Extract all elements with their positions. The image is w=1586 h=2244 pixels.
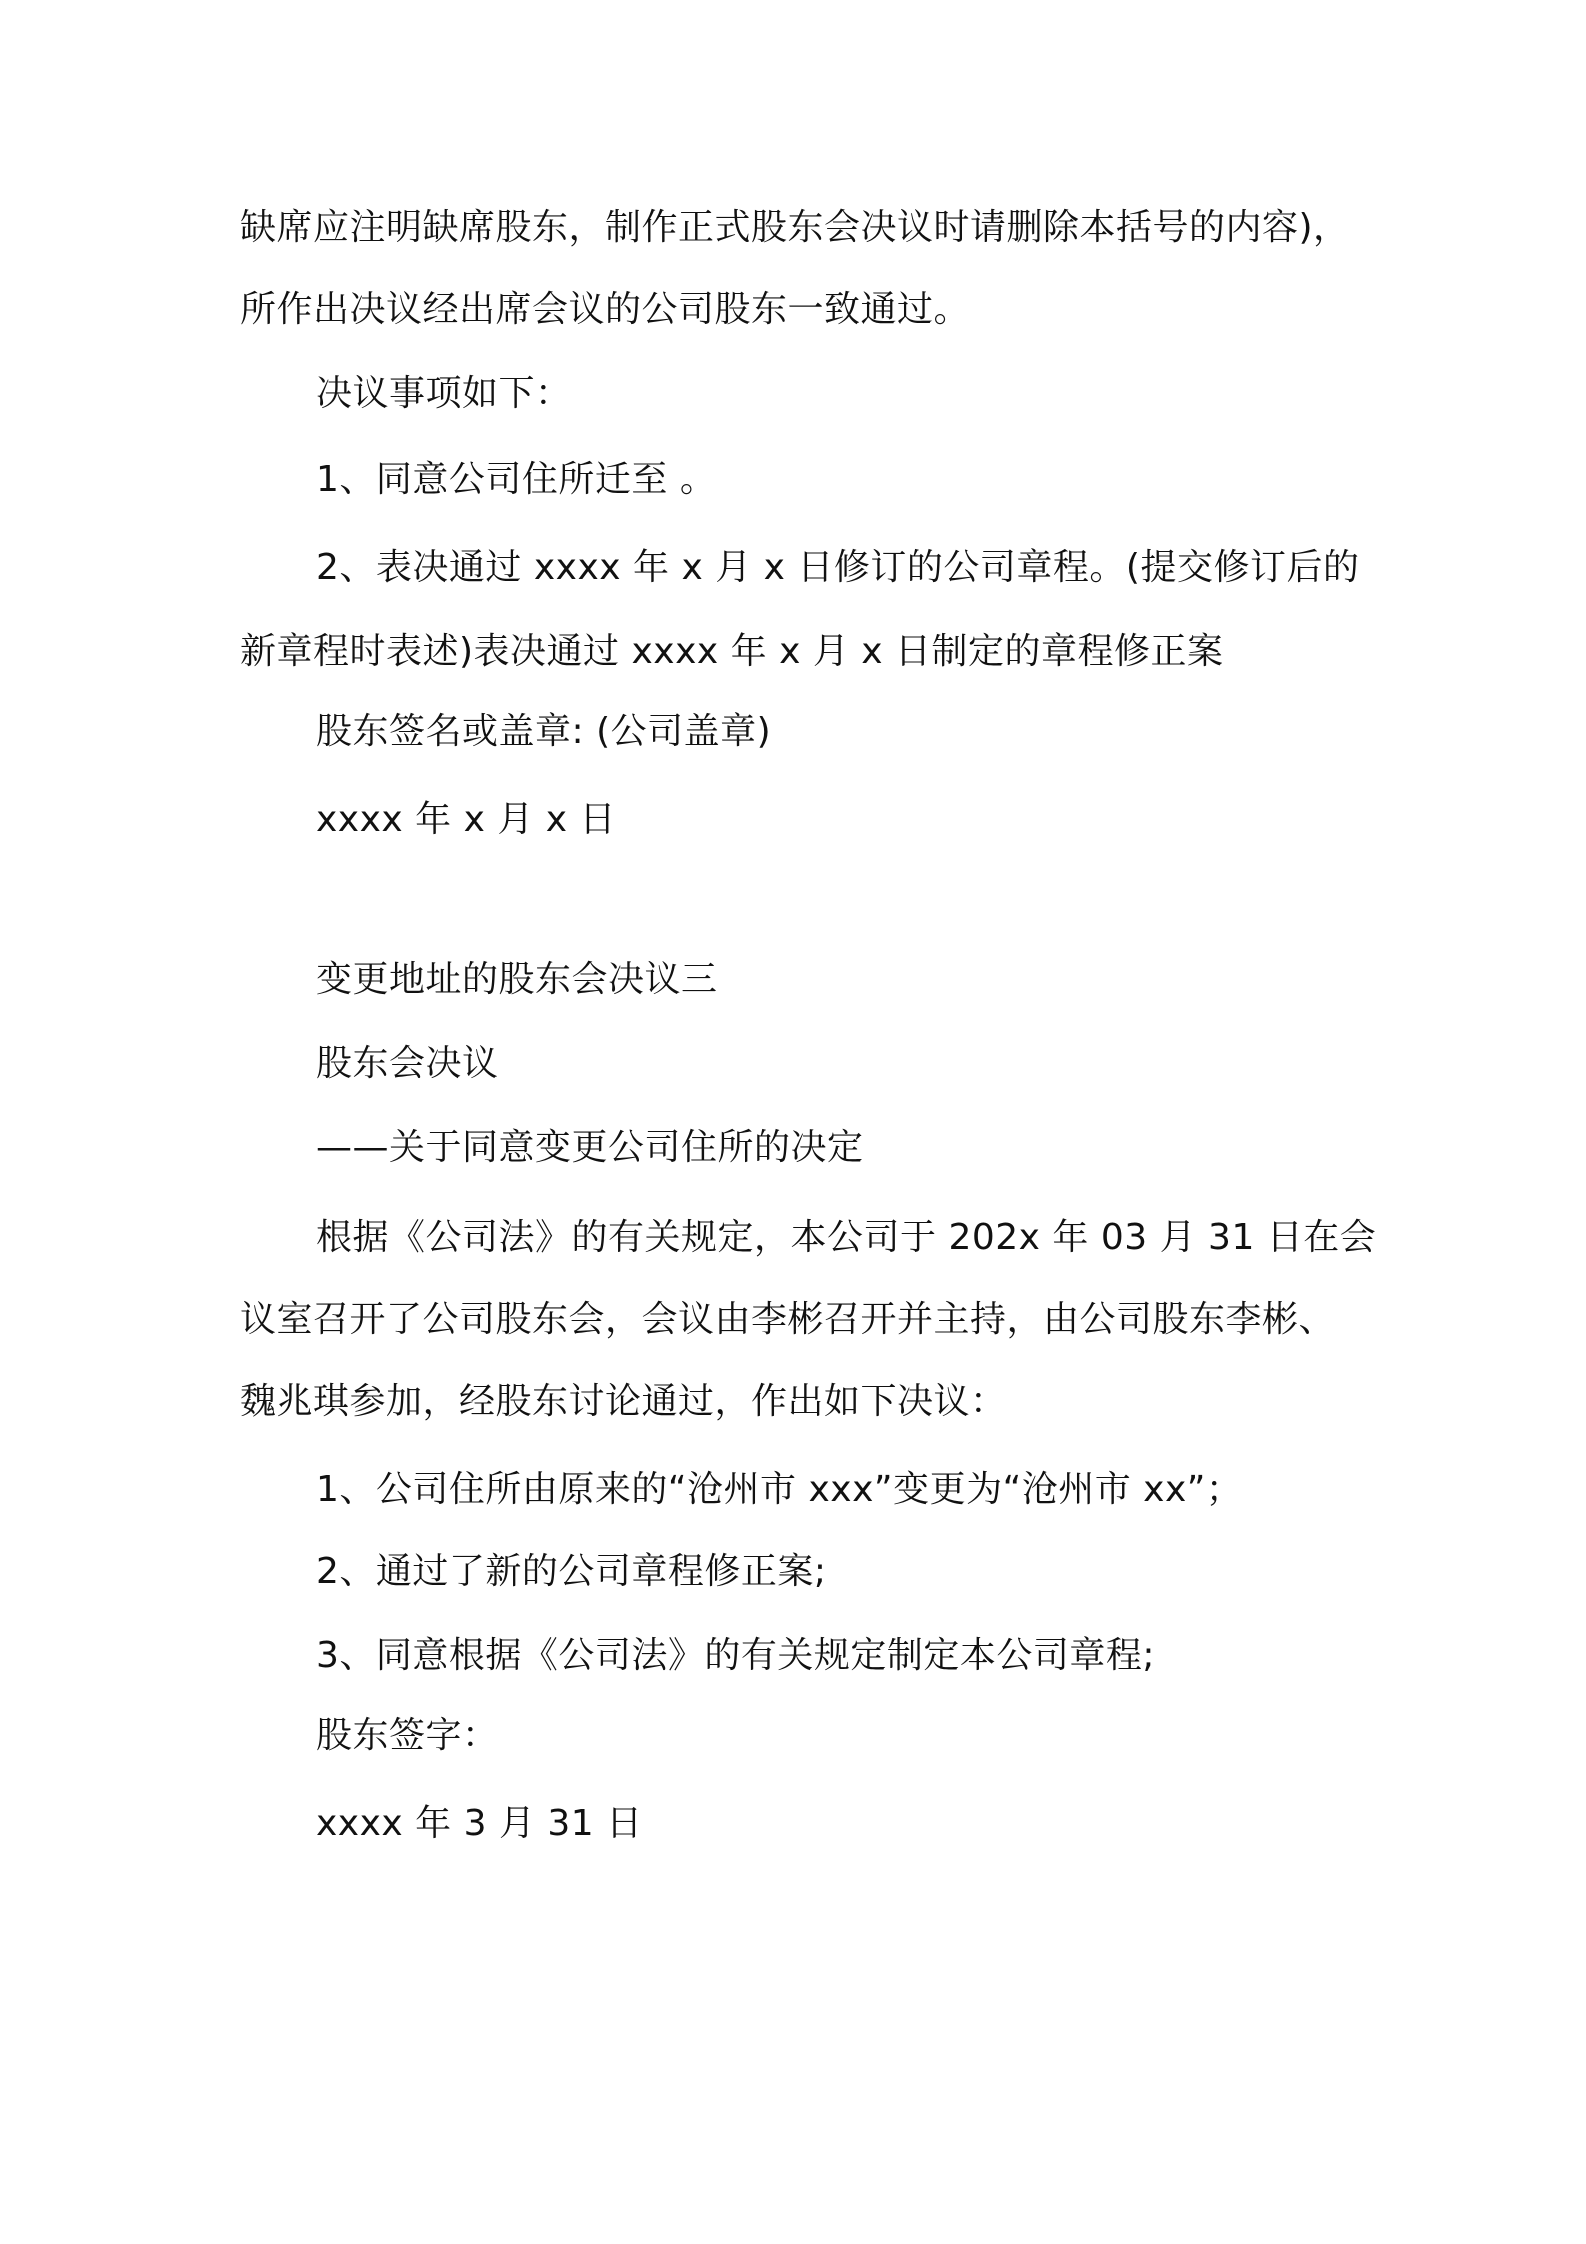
resolution-item-1: 1、公司住所由原来的“沧州市 xxx”变更为“沧州市 xx”； [316, 1469, 1243, 1510]
resolution-item-2-continued: 新章程时表述)表决通过 xxxx 年 x 月 x 日制定的章程修正案 [240, 631, 1224, 672]
signature-line: 股东签字： [316, 1715, 499, 1756]
paragraph-line: 议室召开了公司股东会，会议由李彬召开并主持，由公司股东李彬、 [240, 1299, 1336, 1340]
paragraph-line: 根据《公司法》的有关规定，本公司于 202x 年 03 月 31 日在会 [316, 1217, 1377, 1258]
resolution-item-2: 2、表决通过 xxxx 年 x 月 x 日修订的公司章程。(提交修订后的 [316, 547, 1360, 588]
date-line: xxxx 年 x 月 x 日 [316, 799, 617, 840]
document-subtitle: 股东会决议 [316, 1043, 499, 1084]
paragraph-line: 所作出决议经出席会议的公司股东一致通过。 [240, 289, 971, 330]
resolutions-heading: 决议事项如下： [316, 373, 572, 414]
resolution-item-2: 2、通过了新的公司章程修正案; [316, 1551, 827, 1592]
resolution-item-1: 1、同意公司住所迁至 。 [316, 459, 717, 500]
paragraph-line: 魏兆琪参加，经股东讨论通过，作出如下决议： [240, 1381, 1007, 1422]
date-line: xxxx 年 3 月 31 日 [316, 1803, 643, 1844]
section-title: 变更地址的股东会决议三 [316, 959, 718, 1000]
signature-line: 股东签名或盖章: (公司盖章) [316, 711, 772, 752]
paragraph-line: 缺席应注明缺席股东，制作正式股东会决议时请删除本括号的内容)， [240, 207, 1350, 248]
document-caption: ——关于同意变更公司住所的决定 [316, 1127, 864, 1168]
resolution-item-3: 3、同意根据《公司法》的有关规定制定本公司章程; [316, 1635, 1156, 1676]
